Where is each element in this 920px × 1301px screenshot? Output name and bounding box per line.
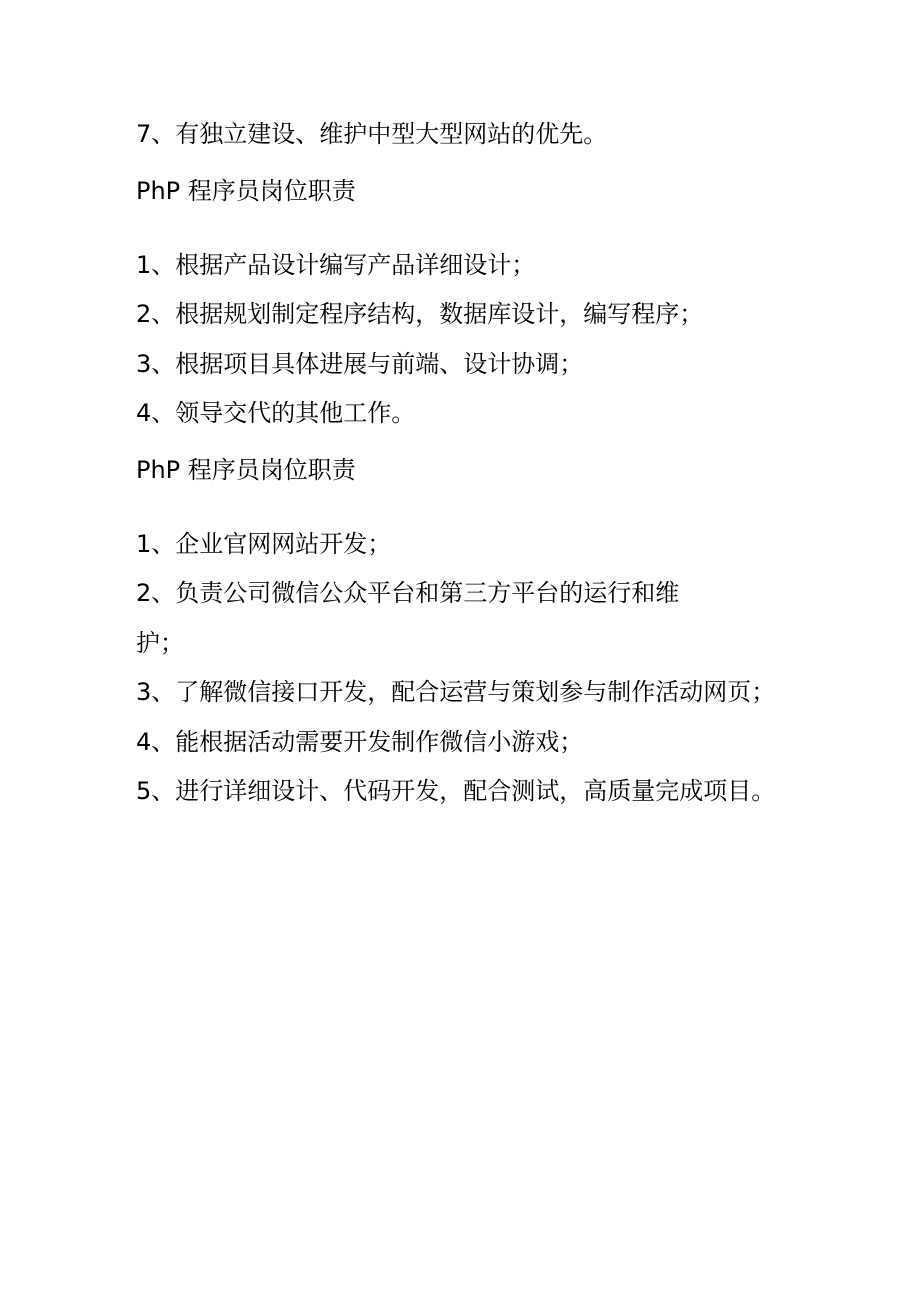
list-item-4-mini-games: 4、能根据活动需要开发制作微信小游戏； xyxy=(136,728,584,756)
list-item-1-official-site: 1、企业官网网站开发； xyxy=(136,530,392,558)
list-item-3-coordination: 3、根据项目具体进展与前端、设计协调； xyxy=(136,350,584,378)
list-item-3-wechat-api: 3、了解微信接口开发，配合运营与策划参与制作活动网页； xyxy=(136,678,776,706)
list-item-1-design: 1、根据产品设计编写产品详细设计； xyxy=(136,251,536,279)
section-heading-1: PhP 程序员岗位职责 xyxy=(136,177,356,205)
list-item-2-structure: 2、根据规划制定程序结构，数据库设计，编写程序； xyxy=(136,300,704,328)
list-item-4-other-work: 4、领导交代的其他工作。 xyxy=(136,399,416,427)
list-item-5-development: 5、进行详细设计、代码开发，配合测试，高质量完成项目。 xyxy=(136,777,776,805)
section-heading-2: PhP 程序员岗位职责 xyxy=(136,456,356,484)
list-item-7-website: 7、有独立建设、维护中型大型网站的优先。 xyxy=(136,120,608,148)
list-item-2-continuation: 护； xyxy=(136,629,184,657)
list-item-2-wechat-platform: 2、负责公司微信公众平台和第三方平台的运行和维 xyxy=(136,579,680,607)
